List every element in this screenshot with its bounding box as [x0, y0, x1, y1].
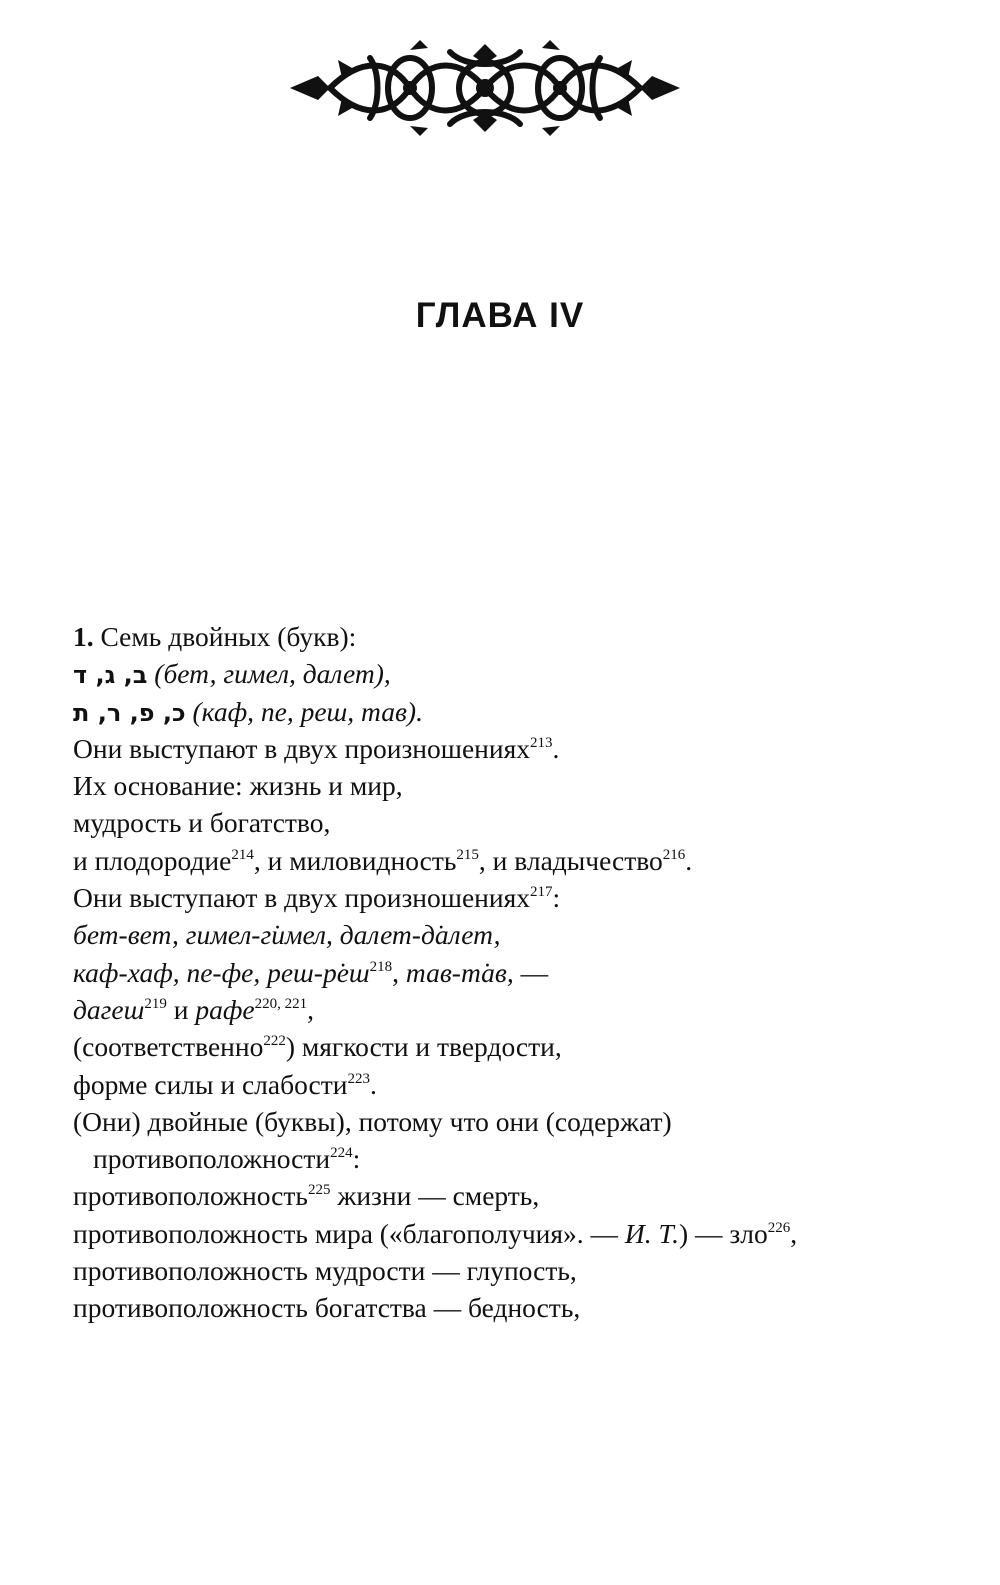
italic-text: каф-хаф, пе-фе, реш-р̇еш [73, 956, 370, 988]
text-run: Их основание: жизнь и мир, [73, 770, 403, 802]
text-run: Они выступают в двух произношениях [73, 732, 530, 764]
text-line [73, 1215, 953, 1252]
italic-text: бет-вет, гимел-г̇имел, далет-д̇алет, [73, 919, 501, 951]
footnote-ref: 219 [144, 995, 167, 1012]
text-line [73, 991, 953, 1028]
text-run: , и владычество [478, 844, 663, 876]
italic-text: (каф, пе, реш, тав). [192, 695, 423, 727]
text-run: , [392, 956, 406, 988]
text-run: форме силы и слабости [73, 1068, 348, 1100]
footnote-ref: 223 [347, 1070, 370, 1087]
section-text [73, 618, 953, 1327]
footnote-ref: 224 [330, 1145, 353, 1162]
text-run: (соответственно [73, 1031, 264, 1063]
text-run: Семь двойных (букв): [100, 621, 357, 652]
text-run: . [685, 844, 693, 876]
text-run: : [352, 1143, 361, 1175]
text-run: мудрость и богатство, [73, 807, 331, 839]
text-line [73, 1177, 953, 1214]
text-line [73, 1289, 953, 1326]
footnote-ref: 225 [307, 1182, 331, 1199]
italic-text: И. Т. [624, 1217, 679, 1249]
section-number: 1. [73, 621, 94, 652]
hebrew-letters: כ, פ, ר, ת [73, 698, 186, 727]
text-line [73, 1066, 953, 1103]
footnote-ref: 216 [662, 846, 686, 863]
italic-text: тав-т̇ав, [405, 956, 514, 988]
text-run: противоположность богатства — бедность, [73, 1292, 581, 1324]
text-run: (Они) двойные (буквы), потому что они (содержат) [73, 1105, 672, 1137]
text-line [73, 767, 953, 804]
text-run: противоположность мира («благополучия». — [73, 1217, 625, 1249]
text-run: , [790, 1217, 798, 1249]
text-run: : [552, 882, 561, 914]
text-run: Они выступают в двух произношениях [73, 882, 530, 914]
text-line [73, 1140, 953, 1177]
text-run: противоположности [93, 1143, 331, 1175]
text-line [73, 1103, 953, 1140]
text-run: жизни — смерть, [330, 1180, 540, 1212]
text-run: ) — зло [678, 1217, 768, 1249]
text-line [73, 879, 953, 916]
footnote-ref: 214 [231, 846, 254, 863]
text-run: противоположность мудрости — глупость, [73, 1255, 577, 1287]
text-run: и плодородие [73, 844, 232, 876]
footnote-ref: 226 [767, 1219, 791, 1236]
text-line [73, 618, 953, 655]
text-line [73, 954, 953, 991]
footnote-ref: 218 [369, 958, 393, 975]
text-run: противоположность [73, 1180, 308, 1212]
text-run [186, 696, 193, 727]
italic-text: дагеш [73, 993, 145, 1025]
italic-text: рафе [195, 993, 255, 1025]
text-run: и [166, 993, 196, 1025]
text-line [73, 730, 953, 767]
hebrew-letters: ב, ג, ד [73, 661, 148, 690]
text-run: , и миловидность [253, 844, 457, 876]
text-line [73, 1028, 953, 1065]
celtic-knot-ornament-icon [290, 38, 680, 138]
text-run: , [307, 993, 314, 1025]
text-line [73, 693, 953, 730]
italic-text: (бет, гимел, далет), [154, 658, 391, 690]
text-line [73, 655, 953, 692]
text-run: . [369, 1068, 377, 1100]
text-line [73, 1252, 953, 1289]
text-run: — [513, 956, 549, 988]
text-line [73, 842, 953, 879]
footnote-ref: 220, 221 [254, 995, 308, 1012]
footnote-ref: 222 [263, 1033, 286, 1050]
footnote-ref: 215 [456, 846, 479, 863]
text-run: . [552, 732, 560, 764]
text-line [73, 804, 953, 841]
text-run: ) мягкости и твердости, [285, 1031, 562, 1063]
footnote-ref: 217 [530, 884, 553, 901]
footnote-ref: 213 [530, 734, 553, 751]
chapter-title: ГЛАВА IV [415, 296, 585, 335]
text-line [73, 916, 953, 953]
